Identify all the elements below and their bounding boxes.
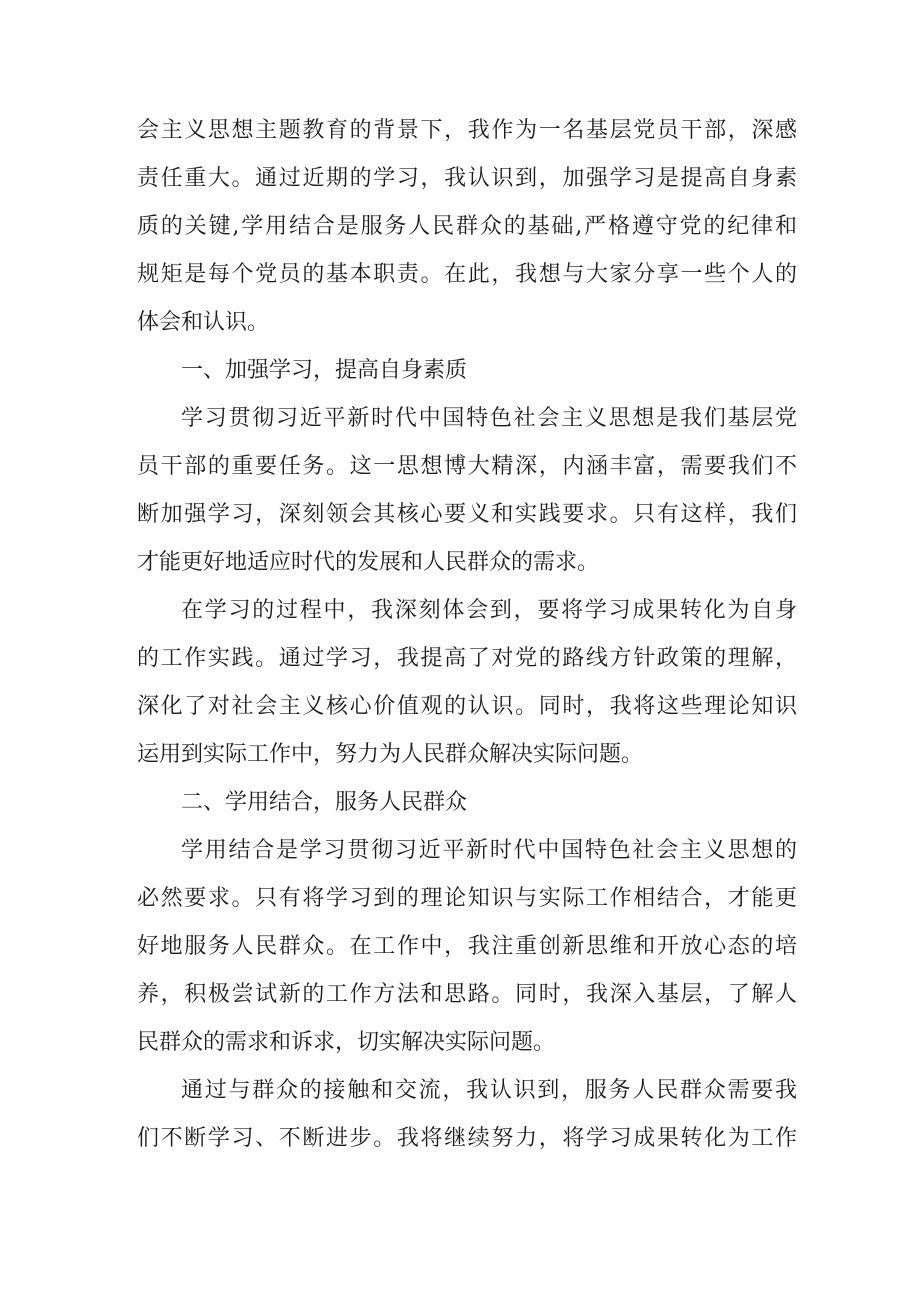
text-line: 通过与群众的接触和交流，我认识到，服务人民群众需要我 [181,1078,797,1103]
text-line: 在学习的过程中，我深刻体会到，要将学习成果转化为自身 [181,598,797,623]
text-line: 会主义思想主题教育的背景下，我作为一名基层党员干部，深感 [137,118,797,143]
text-line: 断加强学习，深刻领会其核心要义和实践要求。只有这样，我们 [137,502,797,527]
text-line: 员干部的重要任务。这一思想博大精深，内涵丰富，需要我们不 [137,454,797,479]
text-line: 学习贯彻习近平新时代中国特色社会主义思想是我们基层党 [181,406,797,431]
text-line: 责任重大。通过近期的学习，我认识到，加强学习是提高自身素 [137,166,797,191]
text-line: 养，积极尝试新的工作方法和思路。同时，我深入基层，了解人 [137,982,797,1007]
text-line: 民群众的需求和诉求，切实解决实际问题。 [137,1030,556,1055]
text-line: 必然要求。只有将学习到的理论知识与实际工作相结合，才能更 [137,886,797,911]
text-line: 质的关键,学用结合是服务人民群众的基础,严格遵守党的纪律和 [137,214,797,239]
section-heading-1: 一、加强学习，提高自身素质 [181,358,468,383]
text-line: 深化了对社会主义核心价值观的认识。同时，我将这些理论知识 [137,694,797,719]
body-text [137,107,797,1163]
text-line: 好地服务人民群众。在工作中，我注重创新思维和开放心态的培 [137,934,797,959]
text-line: 们不断学习、不断进步。我将继续努力，将学习成果转化为工作 [137,1126,797,1151]
text-line: 学用结合是学习贯彻习近平新时代中国特色社会主义思想的 [181,838,797,863]
text-line: 运用到实际工作中，努力为人民群众解决实际问题。 [137,742,644,767]
text-line: 的工作实践。通过学习，我提高了对党的路线方针政策的理解， [137,646,797,671]
section-heading-2: 二、学用结合，服务人民群众 [181,790,468,815]
text-line: 体会和认识。 [137,310,270,335]
text-line: 规矩是每个党员的基本职责。在此，我想与大家分享一些个人的 [137,262,797,287]
text-line: 才能更好地适应时代的发展和人民群众的需求。 [137,550,600,575]
